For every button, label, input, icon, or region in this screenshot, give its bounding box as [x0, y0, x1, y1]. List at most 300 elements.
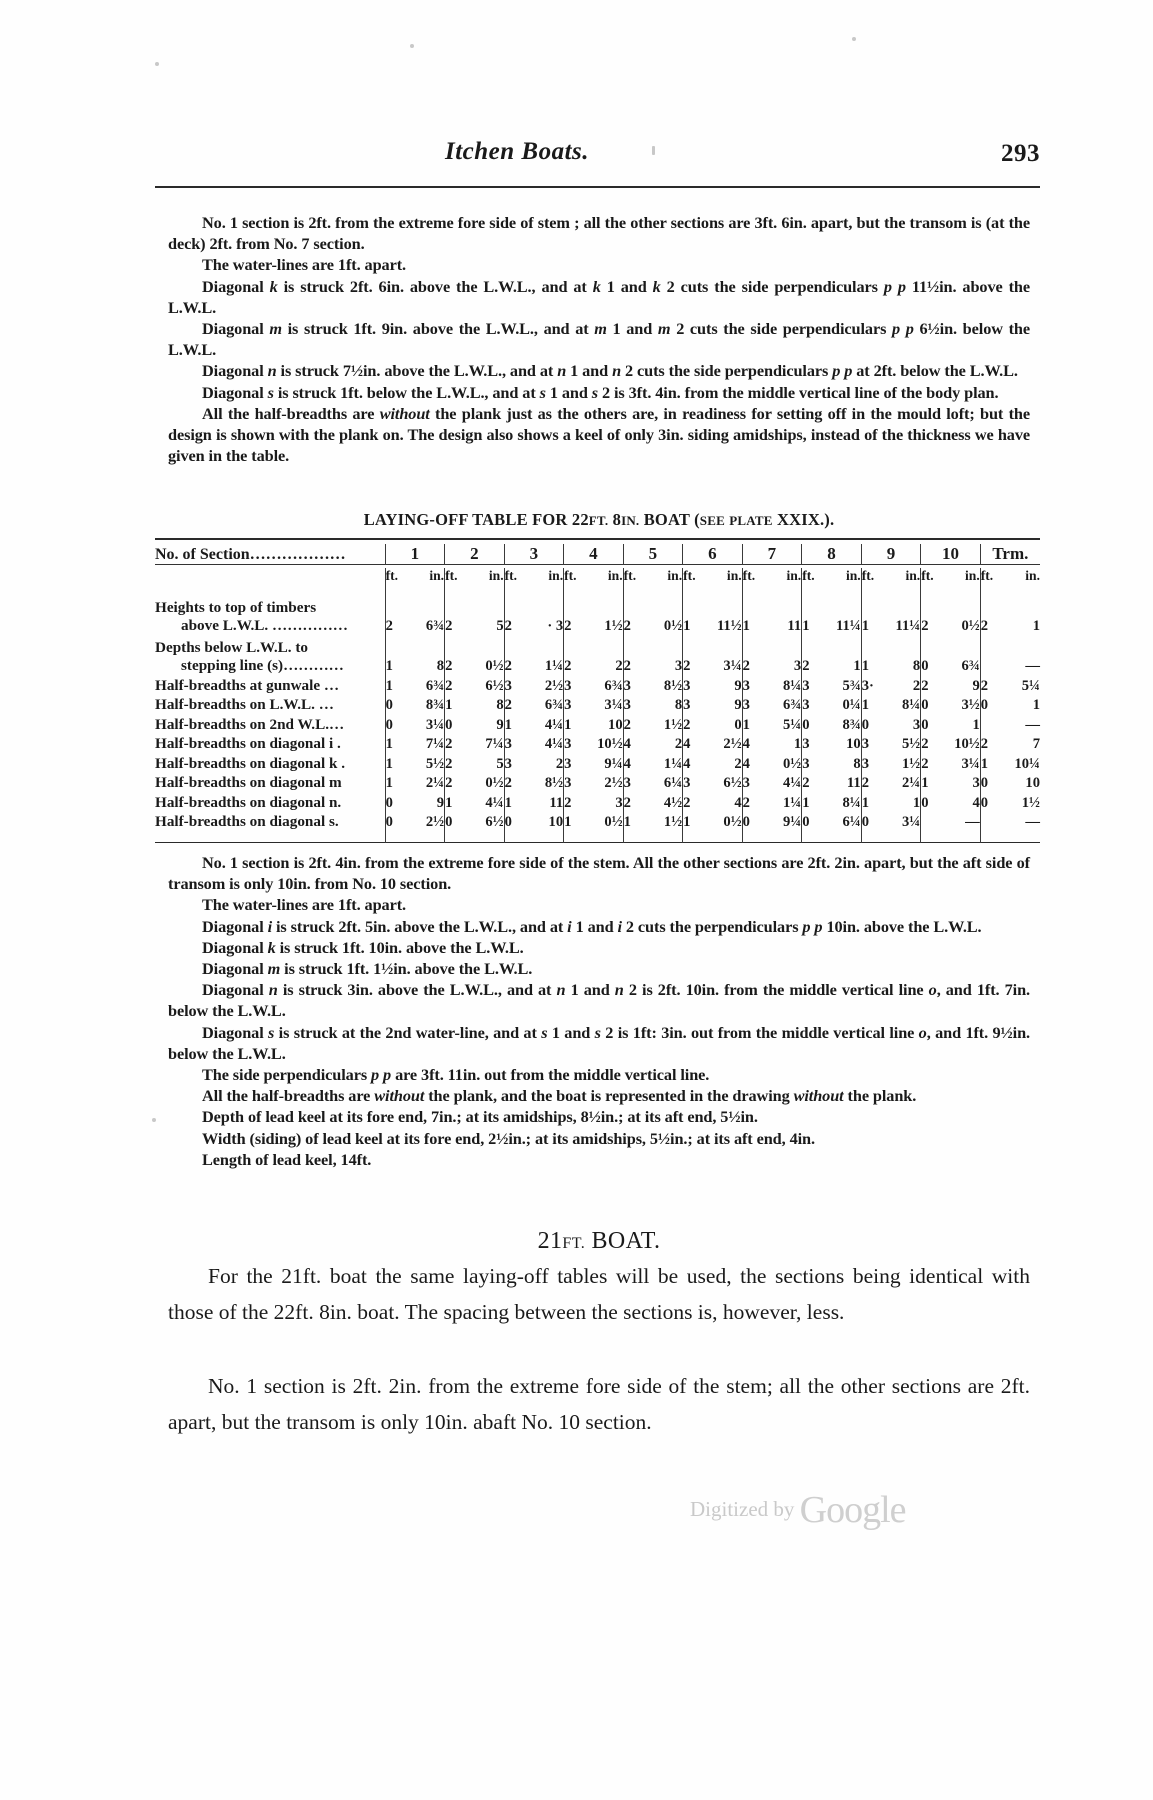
- cell-ft: 4: [742, 753, 762, 773]
- cell-in: 0½: [961, 618, 980, 634]
- cell-in: 2: [734, 755, 742, 772]
- text-run: 2 cuts the perpendiculars: [621, 916, 803, 936]
- cell-in: 2: [555, 755, 564, 772]
- cell-in: 0½: [485, 775, 504, 791]
- cell-in: 0½: [663, 618, 683, 634]
- table-row: [155, 753, 1040, 773]
- caption-smallcaps: SEE: [699, 513, 725, 528]
- italic-run: i: [267, 916, 273, 936]
- cell-ft: 0: [385, 695, 405, 715]
- cell-in: 8: [853, 755, 861, 772]
- cell-ft: 1: [385, 753, 405, 773]
- cell-in: 5¾: [842, 677, 861, 694]
- scan-speck: [152, 1118, 156, 1122]
- unit-ft: ft.: [861, 568, 881, 584]
- cell-ft: 0: [980, 773, 1000, 793]
- table-header-row: [155, 544, 1040, 565]
- column-header-9: 9: [861, 544, 921, 565]
- text-run: is struck 1ft. 10in. above the L.W.L.: [275, 937, 524, 957]
- row-label: Half-breadths on diagonal n.: [155, 793, 342, 811]
- italic-run: k: [269, 276, 278, 296]
- cell-ft: 1: [385, 734, 405, 754]
- italic-run: p p: [371, 1065, 392, 1085]
- cell-in: 6¾: [782, 697, 802, 713]
- cell-in: 10: [1025, 775, 1040, 791]
- paragraph-upper-5: [168, 360, 1030, 381]
- cell-ft: 0: [385, 714, 405, 734]
- cell-ft: 0: [802, 812, 822, 832]
- italic-run: k: [652, 276, 661, 296]
- cell-ft: 0: [861, 812, 881, 832]
- italic-run: n: [268, 980, 278, 1000]
- upper-text-block: [168, 212, 1030, 466]
- cell-ft: 3·: [861, 675, 881, 695]
- cell-in: 6¼: [842, 814, 861, 830]
- italic-run: n: [556, 980, 566, 1000]
- cell-ft: 0: [980, 695, 1000, 715]
- cell-ft: 2: [504, 695, 524, 715]
- cell-ft: 2: [445, 734, 465, 754]
- header-row-label: No. of Section………………: [155, 546, 346, 563]
- caption-smallcaps: PLATE: [729, 513, 773, 528]
- italic-run: p p: [883, 276, 906, 296]
- cell-in: —: [1025, 716, 1040, 733]
- cell-in: 9¼: [782, 814, 802, 830]
- row-label: Half-breadths on diagonal i .: [155, 735, 341, 752]
- cell-in: 1½: [604, 618, 623, 634]
- text-run: are 3ft. 11in. out from the middle vertical line.: [391, 1065, 710, 1085]
- cell-in: 5: [496, 618, 504, 634]
- section-heading: [168, 1228, 1030, 1255]
- italic-run: o: [928, 980, 937, 1000]
- cell-ft: 2: [445, 635, 465, 675]
- cell-in: 3¼: [901, 814, 921, 830]
- cell-in: 6¼: [663, 775, 683, 791]
- column-header-8: 8: [802, 544, 862, 565]
- cell-in: 1¼: [663, 755, 683, 772]
- unit-in: in.: [786, 568, 802, 583]
- cell-in: 2¼: [901, 775, 921, 791]
- cell-ft: 2: [564, 792, 584, 812]
- unit-ft: ft.: [683, 568, 703, 584]
- cell-ft: 3: [742, 695, 762, 715]
- cell-ft: 2: [921, 675, 941, 695]
- cell-in: 9: [436, 794, 445, 811]
- cell-ft: [980, 635, 1000, 675]
- cell-ft: 2: [504, 595, 524, 635]
- cell-ft: 1: [445, 792, 465, 812]
- italic-run: m: [269, 319, 282, 339]
- cell-ft: 3: [564, 734, 584, 754]
- cell-in: 4: [734, 794, 742, 811]
- row-label: Half-breadths on 2nd W.L.…: [155, 715, 345, 733]
- cell-ft: 3: [683, 695, 703, 715]
- cell-in: 8¼: [842, 794, 861, 811]
- cell-ft: 1: [802, 792, 822, 812]
- cell-ft: 4: [683, 734, 703, 754]
- running-head: [155, 138, 1040, 178]
- cell-ft: 4: [742, 734, 762, 754]
- heading-number: 21: [537, 1228, 563, 1254]
- cell-in: 10: [846, 736, 861, 752]
- text-run: the plank.: [843, 1086, 917, 1106]
- column-header-6: 6: [683, 544, 743, 565]
- cell-in: 1: [853, 658, 861, 674]
- cell-in: · 3: [547, 618, 564, 634]
- cell-ft: 1: [683, 812, 703, 832]
- cell-ft: 4: [683, 753, 703, 773]
- cell-ft: 3: [683, 675, 703, 695]
- italic-run: without: [379, 403, 430, 423]
- paragraph-lower-8: [168, 1064, 1030, 1085]
- cell-ft: 2: [623, 792, 643, 812]
- text-run: 11½in. above the L.W.L.: [168, 276, 1030, 317]
- italic-run: n: [267, 361, 277, 381]
- cell-ft: 2: [445, 595, 465, 635]
- cell-ft: 3: [564, 773, 584, 793]
- paragraph-lower-9: [168, 1085, 1030, 1106]
- unit-in: in.: [548, 568, 564, 583]
- cell-ft: 1: [385, 635, 405, 675]
- cell-in: 0½: [723, 814, 742, 830]
- cell-ft: [921, 812, 941, 832]
- text-run: Diagonal: [202, 319, 270, 339]
- column-header-10: 10: [921, 544, 981, 565]
- text-run: 1 and: [565, 980, 615, 1000]
- paragraph-lower-6: [168, 979, 1030, 1021]
- cell-in: 1½: [901, 755, 921, 772]
- cell-ft: 2: [861, 773, 881, 793]
- cell-in: 3: [674, 658, 683, 674]
- cell-in: 2½: [425, 814, 445, 830]
- paragraph-upper-6: [168, 382, 1030, 403]
- italic-run: s: [268, 1022, 275, 1042]
- text-run: the plank just as the others are, in readiness for setting off in the mould loft; but the design is shown with the plank on. The design also shows a keel of only 3in. siding amidships, instead of the thickness we have given in the table.: [168, 403, 1030, 466]
- italic-run: s: [594, 1022, 601, 1042]
- text-run: Diagonal: [202, 1022, 269, 1042]
- cell-ft: 3: [861, 753, 881, 773]
- text-run: 6½in. below the L.W.L.: [168, 319, 1030, 360]
- unit-in: in.: [845, 568, 861, 583]
- cell-in: 1: [912, 794, 921, 811]
- row-label: Half-breadths on diagonal m: [155, 774, 342, 791]
- cell-in: 11¼: [835, 618, 861, 634]
- italic-run: m: [267, 959, 281, 979]
- cell-ft: 2: [742, 635, 762, 675]
- italic-run: k: [267, 937, 276, 957]
- cell-in: 2¼: [425, 775, 445, 791]
- cell-ft: 2: [623, 635, 643, 675]
- column-header-5: 5: [623, 544, 683, 565]
- text-run: Diagonal: [202, 276, 270, 296]
- table-bottom-rule: [155, 843, 1040, 847]
- cell-ft: 2: [445, 773, 465, 793]
- cell-in: 9: [734, 697, 742, 713]
- cell-ft: 0: [921, 635, 941, 675]
- cell-in: 2½: [544, 677, 564, 694]
- row-label: Half-breadths on diagonal s.: [155, 813, 339, 830]
- unit-in: in.: [1025, 568, 1040, 583]
- cell-in: 11: [549, 794, 564, 811]
- cell-ft: 0: [742, 812, 762, 832]
- italic-run: without: [793, 1086, 844, 1106]
- text-run: 2 cuts the side perpendiculars: [660, 276, 884, 296]
- unit-in: in.: [905, 568, 921, 583]
- table-row: [155, 595, 1040, 635]
- cell-ft: 3: [623, 695, 643, 715]
- cell-ft: 1: [564, 714, 584, 734]
- text-run: is struck at the 2nd water-line, and at: [274, 1022, 542, 1042]
- cell-ft: 2: [683, 792, 703, 812]
- paragraph-lower-10: Depth of lead keel at its fore end, 7in.; at its amidships, 8½in.; at its aft end, 5½in.: [202, 1107, 758, 1127]
- scan-speck: [652, 146, 655, 155]
- cell-ft: 1: [445, 695, 465, 715]
- paragraph-lower-1: No. 1 section is 2ft. 4in. from the extreme fore side of the stem. All the other sections are 2ft. 2in. apart, but the aft side of transom is only 10in. from No. 10 section.: [168, 853, 1030, 894]
- italic-run: n: [614, 980, 624, 1000]
- unit-ft: ft.: [564, 568, 584, 584]
- cell-in: 10: [548, 814, 564, 830]
- cell-in: 4¼: [544, 736, 564, 752]
- text-run: 1 and: [545, 382, 592, 402]
- cell-ft: 3: [802, 753, 822, 773]
- unit-in: in.: [667, 568, 683, 583]
- cell-ft: 2: [742, 792, 762, 812]
- text-run: 1 and: [606, 319, 658, 339]
- running-head-title: Itchen Boats.: [445, 138, 590, 165]
- unit-ft: ft.: [802, 568, 822, 584]
- cell-in: 3: [793, 658, 802, 674]
- cell-ft: 1: [861, 635, 881, 675]
- italic-run: m: [594, 319, 607, 339]
- cell-in: 3: [912, 716, 921, 733]
- caption-run: BOAT (: [639, 510, 700, 529]
- heading-rest: BOAT.: [585, 1228, 661, 1254]
- cell-in: 3¼: [961, 755, 980, 772]
- text-run: is struck 1ft. 1½in. above the L.W.L.: [280, 959, 533, 979]
- row-label-line-1: Heights to top of timbers: [155, 599, 317, 616]
- cell-in: 6½: [485, 677, 504, 694]
- table-row: [155, 714, 1040, 734]
- cell-ft: 0: [445, 714, 465, 734]
- cell-ft: 2: [980, 595, 1000, 635]
- scan-speck: [852, 37, 856, 41]
- column-header-2: 2: [445, 544, 505, 565]
- cell-in: 8¾: [842, 716, 861, 733]
- cell-ft: 0: [921, 714, 941, 734]
- cell-in: 3½: [961, 697, 980, 713]
- cell-in: 6¾: [425, 677, 445, 694]
- cell-ft: 2: [623, 714, 643, 734]
- caption-smallcaps: IN.: [621, 513, 640, 528]
- watermark-brand: Google: [799, 1489, 906, 1531]
- italic-run: o: [918, 1022, 927, 1042]
- cell-ft: 1: [504, 714, 524, 734]
- cell-ft: 1: [504, 792, 524, 812]
- cell-in: 1: [793, 736, 802, 752]
- paragraph-lower-7: [168, 1022, 1030, 1064]
- cell-ft: 0: [504, 812, 524, 832]
- text-run: 1 and: [600, 276, 653, 296]
- paragraph-upper-4: [168, 318, 1030, 360]
- text-run: 2 is 2ft. 10in. from the middle vertical line: [623, 980, 929, 1000]
- cell-in: 5¼: [782, 716, 802, 733]
- cell-in: 8: [496, 697, 504, 713]
- cell-ft: 1: [861, 595, 881, 635]
- row-label: [155, 595, 385, 635]
- cell-ft: 3: [623, 773, 643, 793]
- unit-in: in.: [429, 568, 445, 583]
- paragraph-lower-3: [168, 916, 1030, 937]
- row-label: [155, 635, 385, 675]
- cell-ft: 1: [385, 773, 405, 793]
- cell-ft: 2: [921, 734, 941, 754]
- cell-ft: 2: [921, 753, 941, 773]
- caption-run: LAYING-OFF TABLE FOR 22: [363, 510, 589, 529]
- laying-off-table-wrap: [155, 538, 1040, 846]
- cell-in: 8: [912, 658, 921, 674]
- cell-in: 9¼: [604, 755, 623, 772]
- italic-run: k: [592, 276, 601, 296]
- table-units-row: [155, 568, 1040, 584]
- table-row: [155, 675, 1040, 695]
- cell-ft: 3: [861, 734, 881, 754]
- row-label-line-2: above L.W.L. ……………: [181, 617, 348, 634]
- cell-ft: 3: [742, 773, 762, 793]
- unit-in: in.: [726, 568, 742, 583]
- cell-in: 1: [1032, 618, 1040, 634]
- cell-ft: 1: [564, 812, 584, 832]
- text-run: is struck 2ft. 6in. above the L.W.L., and at: [277, 276, 593, 296]
- text-run: All the half-breadths are: [202, 1086, 375, 1106]
- italic-run: n: [557, 361, 567, 381]
- heading-unit: FT.: [562, 1235, 586, 1252]
- cell-in: 3: [972, 775, 980, 791]
- scan-speck: [155, 62, 159, 66]
- italic-run: s: [267, 382, 274, 402]
- italic-run: i: [617, 916, 622, 936]
- cell-ft: 1: [921, 773, 941, 793]
- text-run: is struck 2ft. 5in. above the L.W.L., and at: [272, 916, 568, 936]
- cell-ft: 3: [802, 675, 822, 695]
- cell-in: 1: [972, 716, 980, 733]
- text-run: All the half-breadths are: [202, 403, 380, 423]
- text-run: 1 and: [547, 1022, 595, 1042]
- cell-ft: 3: [683, 773, 703, 793]
- cell-in: —: [1025, 814, 1040, 830]
- cell-ft: 3: [564, 675, 584, 695]
- column-header-Trm: Trm.: [980, 544, 1040, 565]
- cell-in: 8: [436, 658, 445, 674]
- cell-ft: 3: [742, 675, 762, 695]
- cell-in: 9: [972, 677, 980, 694]
- cell-in: 11: [846, 775, 861, 791]
- italic-run: s: [591, 382, 599, 402]
- italic-run: s: [541, 1022, 548, 1042]
- paragraph-upper-7: [168, 403, 1030, 467]
- row-label: Half-breadths on diagonal k .: [155, 754, 346, 772]
- table-caption: [168, 510, 1030, 530]
- text-run: 2 is 3ft. 4in. from the middle vertical line of the body plan.: [598, 382, 999, 402]
- cell-ft: 3: [564, 695, 584, 715]
- unit-ft: ft.: [504, 568, 524, 584]
- cell-in: 4: [972, 794, 980, 811]
- cell-in: 5½: [901, 736, 921, 752]
- text-run: Diagonal: [202, 937, 268, 957]
- cell-in: 8¼: [782, 677, 802, 694]
- column-header-3: 3: [504, 544, 564, 565]
- cell-in: 9: [496, 716, 504, 733]
- cell-in: 2½: [723, 736, 742, 752]
- cell-ft: 1: [385, 675, 405, 695]
- cell-in: 3¼: [425, 716, 445, 733]
- cell-ft: 2: [802, 635, 822, 675]
- row-label: Half-breadths on L.W.L. …: [155, 696, 334, 713]
- italic-run: s: [539, 382, 546, 402]
- cell-ft: 1: [683, 595, 703, 635]
- cell-in: 6½: [485, 814, 504, 830]
- cell-in: 3: [615, 794, 623, 811]
- cell-in: 6¾: [544, 697, 564, 713]
- cell-ft: 4: [623, 753, 643, 773]
- cell-in: 4½: [663, 794, 683, 811]
- cell-in: 1¼: [782, 794, 802, 811]
- cell-ft: 3: [504, 753, 524, 773]
- cell-ft: 1: [623, 812, 643, 832]
- paragraph-upper-3: [168, 276, 1030, 318]
- cell-ft: 1: [861, 695, 881, 715]
- text-run: Diagonal: [202, 980, 269, 1000]
- cell-in: 8½: [544, 775, 564, 791]
- italic-run: i: [567, 916, 572, 936]
- cell-ft: 0: [385, 812, 405, 832]
- paragraph-lower-5: [168, 958, 1030, 979]
- cell-in: —: [1025, 658, 1040, 674]
- cell-ft: 2: [683, 635, 703, 675]
- cell-in: 1½: [1021, 794, 1040, 811]
- text-run: is struck 1ft. 9in. above the L.W.L., and at: [281, 319, 595, 339]
- cell-ft: [980, 714, 1000, 734]
- unit-ft: ft.: [921, 568, 941, 584]
- cell-in: 8¼: [901, 697, 921, 713]
- cell-ft: 2: [385, 595, 405, 635]
- cell-in: 10½: [597, 736, 623, 752]
- cell-in: 0: [734, 716, 742, 733]
- final-text-block-1: [168, 1258, 1030, 1330]
- row-label-line-1: Depths below L.W.L. to: [155, 639, 309, 656]
- cell-in: 6¾: [961, 658, 980, 674]
- unit-in: in.: [488, 568, 504, 583]
- cell-in: 3¼: [604, 697, 623, 713]
- cell-ft: 2: [564, 635, 584, 675]
- text-run: Diagonal: [202, 361, 268, 381]
- paragraph-upper-1: No. 1 section is 2ft. from the extreme fore side of stem ; all the other sections are 3ft. 6in. apart, but the transom is (at the deck) 2ft. from No. 7 section.: [168, 213, 1030, 254]
- text-run: Diagonal: [202, 382, 268, 402]
- cell-in: 5½: [425, 755, 445, 772]
- table-row: [155, 773, 1040, 793]
- final-text-block-2: [168, 1368, 1030, 1440]
- cell-ft: 3: [504, 675, 524, 695]
- header-rule: [155, 186, 1040, 188]
- cell-ft: 2: [980, 675, 1000, 695]
- cell-in: 4¼: [544, 716, 564, 733]
- text-run: is struck 7½in. above the L.W.L., and at: [276, 361, 558, 381]
- italic-run: p p: [832, 361, 853, 381]
- table-row: [155, 635, 1040, 675]
- cell-in: 9: [734, 677, 742, 694]
- text-run: 2 cuts the side perpendiculars: [670, 319, 893, 339]
- cell-in: 1: [1032, 697, 1040, 713]
- lower-text-block: [168, 852, 1030, 1170]
